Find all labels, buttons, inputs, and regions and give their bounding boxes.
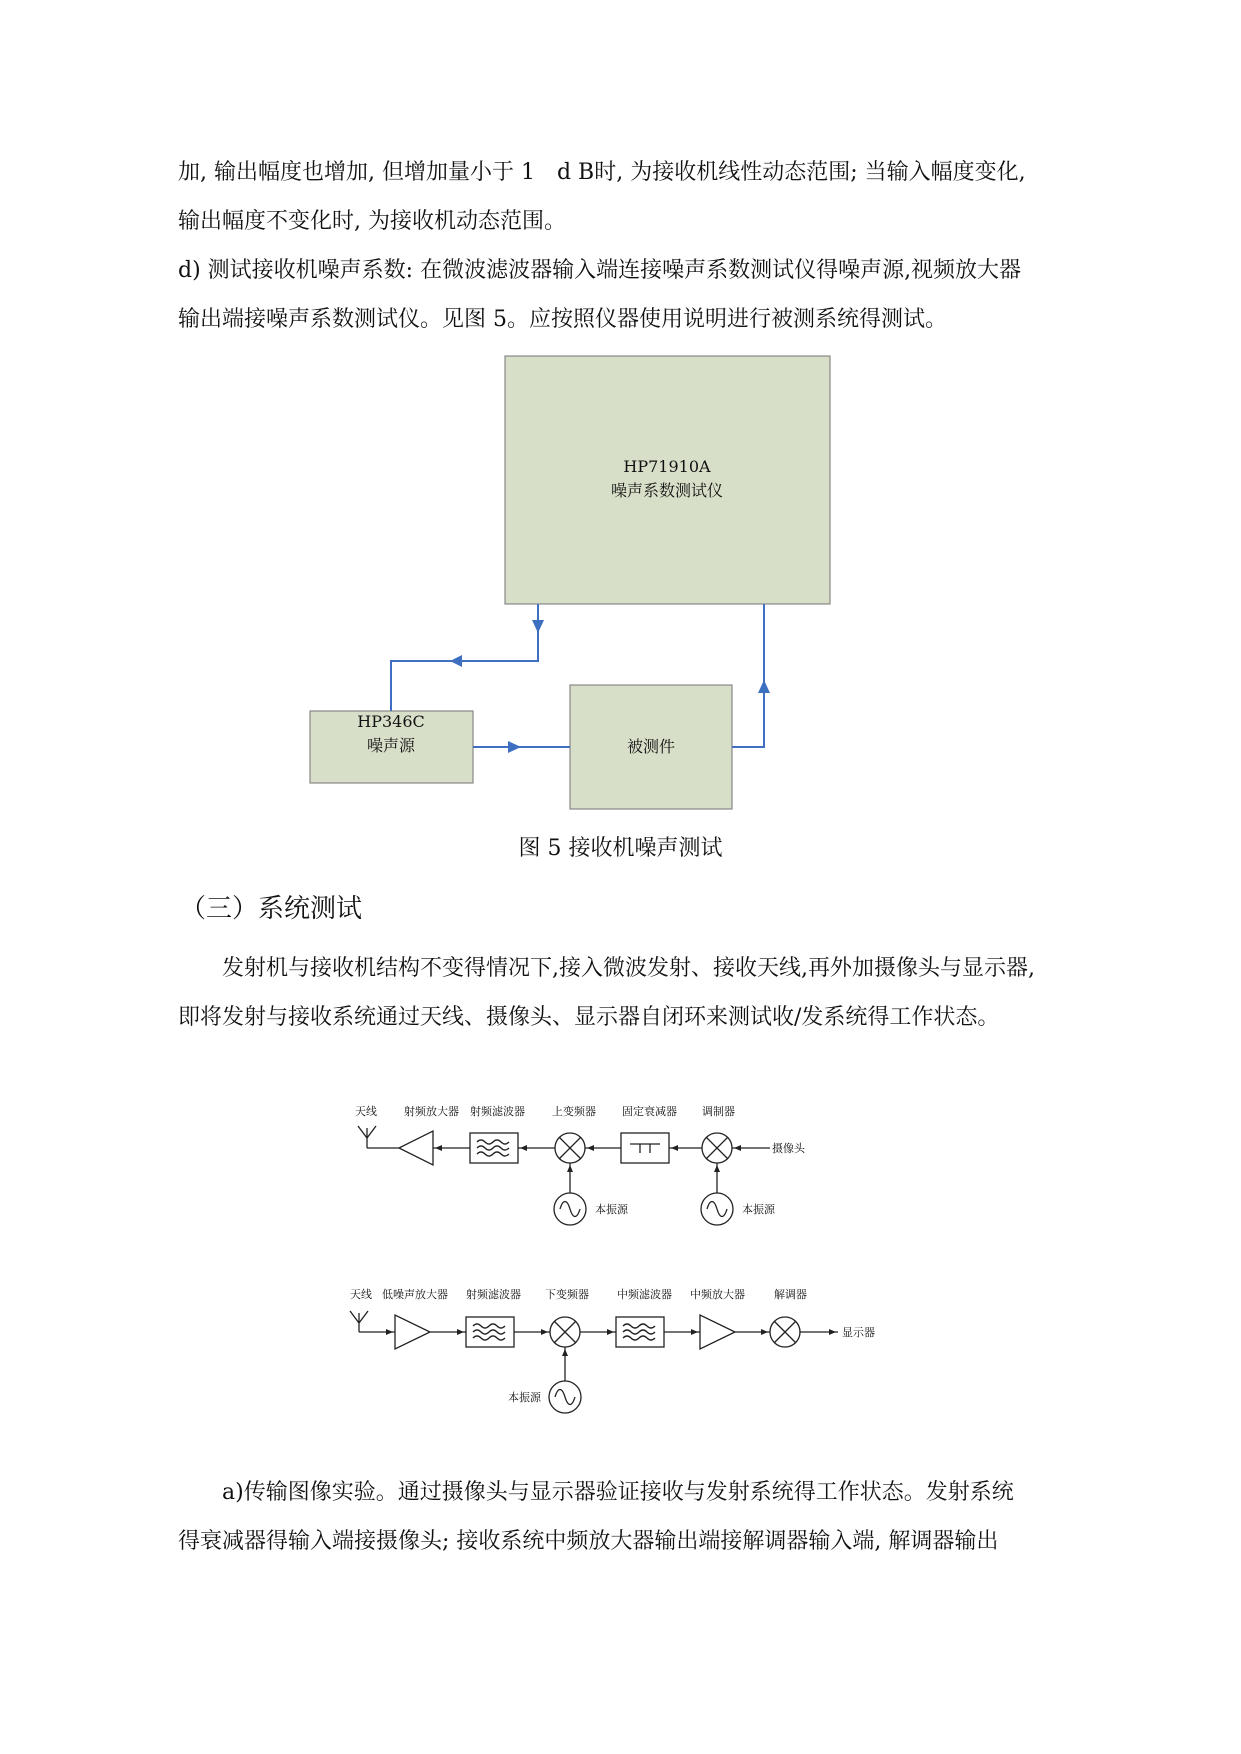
tx-lo2-label: 本振源 <box>742 1203 775 1216</box>
transmitter-block-diagram <box>355 1104 806 1225</box>
tx-antenna-label: 天线 <box>355 1105 377 1118</box>
paragraph-system-test <box>178 944 1128 1042</box>
antenna-icon <box>350 1311 368 1332</box>
rx-demodulator-label: 解调器 <box>774 1288 807 1301</box>
dut-box <box>570 685 732 809</box>
rx-lna-label: 低噪声放大器 <box>382 1288 448 1301</box>
tx-rf-filter-label: 射频滤波器 <box>470 1105 525 1118</box>
rx-if-amp-label: 中频放大器 <box>690 1288 745 1301</box>
noise-source-box <box>310 711 473 783</box>
receiver-block-diagram <box>350 1287 875 1413</box>
source-model-label: HP346C <box>357 712 425 731</box>
tx-attenuator-label: 固定衰减器 <box>622 1105 677 1118</box>
text-line: 输出幅度不变化时, 为接收机动态范围。 <box>178 209 566 234</box>
meter-model-label: HP71910A <box>623 457 711 476</box>
tx-camera-label: 摄像头 <box>772 1142 805 1155</box>
rx-downconverter-label: 下变频器 <box>545 1288 589 1301</box>
rx-display-label: 显示器 <box>842 1326 875 1339</box>
arrow-up-icon <box>758 680 770 693</box>
arrow-right-icon <box>508 741 521 753</box>
tx-rf-amp-label: 射频放大器 <box>404 1105 459 1118</box>
text-line: 得衰减器得输入端接摄像头; 接收系统中频放大器输出端接解调器输入端, 解调器输出 <box>178 1529 999 1554</box>
meter-name-label: 噪声系数测试仪 <box>610 481 724 500</box>
rx-lo-label: 本振源 <box>508 1391 541 1404</box>
figure-caption: 图 5 接收机噪声测试 <box>518 836 723 861</box>
rx-antenna-label: 天线 <box>350 1288 372 1301</box>
noise-figure-meter-box <box>505 356 830 604</box>
tx-upconverter-label: 上变频器 <box>552 1105 596 1118</box>
text-line: 即将发射与接收系统通过天线、摄像头、显示器自闭环来测试收/发系统得工作状态。 <box>178 1005 1000 1030</box>
amplifier-icon <box>399 1131 433 1165</box>
antenna-icon <box>358 1126 376 1148</box>
amplifier-icon <box>395 1315 430 1349</box>
text-line: 加, 输出幅度也增加, 但增加量小于 1 d B时, 为接收机线性动态范围; 当输入幅度变化, <box>178 160 1026 185</box>
tx-modulator-label: 调制器 <box>702 1105 735 1118</box>
paragraph-image-transmission <box>178 1468 1128 1566</box>
dut-label: 被测件 <box>626 737 676 756</box>
section-heading: （三）系统测试 <box>180 894 363 924</box>
text-line: a)传输图像实验。通过摄像头与显示器验证接收与发射系统得工作状态。发射系统 <box>222 1480 1014 1505</box>
rx-rf-filter-label: 射频滤波器 <box>466 1288 521 1301</box>
rx-if-filter-label: 中频滤波器 <box>617 1288 672 1301</box>
attenuator-icon <box>621 1133 669 1163</box>
source-name-label: 噪声源 <box>366 736 416 755</box>
arrow-left-icon <box>450 655 462 667</box>
amplifier-icon <box>700 1315 735 1349</box>
text-line: d) 测试接收机噪声系数: 在微波滤波器输入端连接噪声系数测试仪得噪声源,视频放大器 <box>178 258 1022 283</box>
text-line: 发射机与接收机结构不变得情况下,接入微波发射、接收天线,再外加摄像头与显示器, <box>222 956 1035 981</box>
arrow-down-icon <box>532 620 544 633</box>
tx-lo1-label: 本振源 <box>595 1203 628 1216</box>
text-line: 输出端接噪声系数测试仪。见图 5。应按照仪器使用说明进行被测系统得测试。 <box>178 307 947 332</box>
